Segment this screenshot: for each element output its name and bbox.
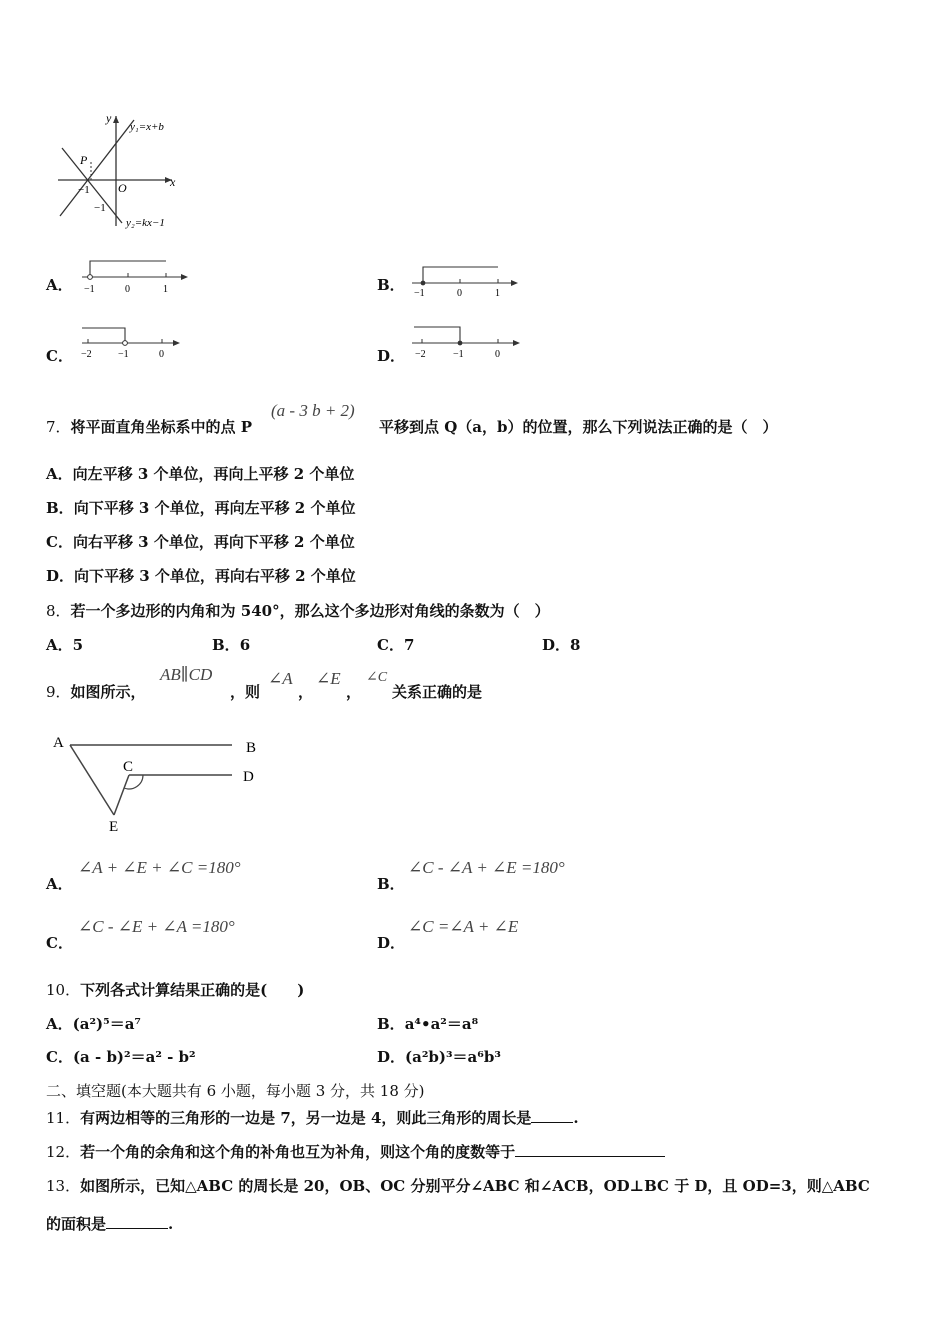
q9-sep3: ， [346,683,362,701]
q6-option-b-label[interactable]: B． [377,276,405,294]
q9-math-angle-a: ∠A [268,669,293,688]
q11: 11．有两边相等的三角形的一边是 7，另一边是 4，则此三角形的周长是 . [46,1109,579,1127]
q9-math-angle-e: ∠E [316,669,341,688]
q8-option-a[interactable]: A．5 [46,636,84,654]
x-neg-one-label: −1 [78,184,90,196]
svg-text:D: D [243,769,254,785]
q12-number: 12． [46,1143,81,1161]
q8-stem-text: 若一个多边形的内角和为 540°，那么这个多边形对角线的条数为（ ） [70,602,550,620]
q9-stem-before: 如图所示， [70,683,146,701]
svg-text:1: 1 [163,284,168,295]
q8-option-d[interactable]: D．8 [542,636,581,654]
q13-text-line1: 如图所示，已知△ABC 的周长是 20，OB、OC 分别平分∠ABC 和∠ACB，OD⊥BC 于 D，且 OD=3，则△ABC [80,1177,870,1195]
q9-option-c-expr: ∠C - ∠E + ∠A =180° [78,917,235,936]
segment-ec [114,775,129,815]
svg-text:−1: −1 [84,284,95,295]
section-2-title: 二、填空题(本大题共有 6 小题，每小题 3 分，共 18 分) [46,1082,425,1100]
q9-option-c-label[interactable]: C． [46,934,73,952]
q10-stem [46,979,304,1000]
q7-option-b[interactable]: B．向下平移 3 个单位，再向左平移 2 个单位 [46,499,356,517]
svg-text:0: 0 [457,288,462,296]
svg-text:0: 0 [495,349,500,360]
q8-option-b[interactable]: B．6 [212,636,251,654]
q9-option-d-expr: ∠C =∠A + ∠E [408,917,519,936]
svg-text:E: E [109,819,119,835]
q9-option-a-label[interactable]: A． [46,875,73,893]
q12-answer-blank[interactable] [515,1142,665,1157]
q13-line1 [46,1175,870,1196]
q7-stem [46,416,252,437]
q6-option-d-label[interactable]: D． [377,347,406,365]
q7-option-a[interactable]: A．向左平移 3 个单位，再向上平移 2 个单位 [46,465,355,483]
q9-option-a-expr: ∠A + ∠E + ∠C =180° [78,858,241,877]
q9-stem [46,681,146,702]
q7-stem-before: 将平面直角坐标系中的点 P [70,418,253,436]
svg-text:A: A [53,735,64,751]
y-axis-arrow [113,116,119,123]
q9-option-b-expr: ∠C - ∠A + ∠E =180° [408,858,565,877]
q6-option-d-numberline [408,322,523,362]
q9-sep1: ，则 [230,683,261,701]
q7-stem-after: 平移到点 Q（a，b）的位置，那么下列说法正确的是（ ） [379,418,778,436]
svg-text:−2: −2 [81,349,92,360]
q13-line2: 的面积是 . [46,1215,174,1233]
q10-option-c[interactable]: C．(a - b)²＝a² - b² [46,1048,196,1066]
line-y2-label: y₂=kx−1 [126,217,165,229]
svg-text:−1: −1 [118,349,129,360]
q6-option-b-numberline [408,256,523,296]
q8-number: 8． [46,602,71,620]
q11-answer-blank[interactable] [531,1108,573,1123]
q10-option-d[interactable]: D．(a²b)³＝a⁶b³ [377,1048,501,1066]
q7-option-d[interactable]: D．向下平移 3 个单位，再向右平移 2 个单位 [46,567,356,585]
q10-stem-text: 下列各式计算结果正确的是( ) [80,981,305,999]
q9-number: 9． [46,683,71,701]
q9-option-b-label[interactable]: B． [377,875,405,893]
q13-text-line2: 的面积是 [46,1215,107,1233]
svg-text:−1: −1 [453,349,464,360]
segment-ae [70,745,114,815]
svg-text:0: 0 [125,284,130,295]
svg-text:−1: −1 [414,288,425,296]
q6-option-a-label[interactable]: A． [46,276,73,294]
line-y2 [62,148,122,223]
q9-figure [46,730,276,835]
point-p-label: P [80,153,88,167]
q9-stem-after: 关系正确的是 [392,683,483,701]
q6-option-c-numberline [78,322,193,362]
origin-label: O [118,181,127,195]
svg-text:0: 0 [159,349,164,360]
q8-stem [46,600,550,621]
q7-number: 7． [46,418,71,436]
svg-text:−2: −2 [415,349,426,360]
x-axis-label: x [170,175,176,189]
q9-sep2: ， [298,683,314,701]
line-y1-label: y₁=x+b [130,121,164,133]
q7-option-c[interactable]: C．向右平移 3 个单位，再向下平移 2 个单位 [46,533,355,551]
q10-number: 10． [46,981,81,999]
y-neg-one-label: −1 [94,202,106,214]
q9-math-parallel: AB∥CD [160,665,213,684]
q6-option-a-numberline [78,256,193,296]
q9-option-d-label[interactable]: D． [377,934,406,952]
q12-text: 若一个角的余角和这个角的补角也互为补角，则这个角的度数等于 [80,1143,516,1161]
q13-number: 13． [46,1177,81,1195]
q11-text: 有两边相等的三角形的一边是 7，另一边是 4，则此三角形的周长是 [80,1109,532,1127]
q13-answer-blank[interactable] [106,1214,168,1229]
q10-option-b[interactable]: B．a⁴•a²＝a⁸ [377,1015,479,1033]
svg-text:1: 1 [495,288,500,296]
q12 [46,1141,665,1162]
svg-text:B: B [246,740,257,756]
q8-option-c[interactable]: C．7 [377,636,415,654]
q7-math: (a - 3 b + 2) [271,401,355,420]
q11-number: 11． [46,1109,81,1127]
y-axis-label: y [106,111,112,125]
q6-option-c-label[interactable]: C． [46,347,73,365]
svg-text:C: C [123,759,134,775]
q9-math-angle-c: ∠C [366,670,388,685]
function-graph [50,108,200,233]
q10-option-a[interactable]: A．(a²)⁵＝a⁷ [46,1015,141,1033]
